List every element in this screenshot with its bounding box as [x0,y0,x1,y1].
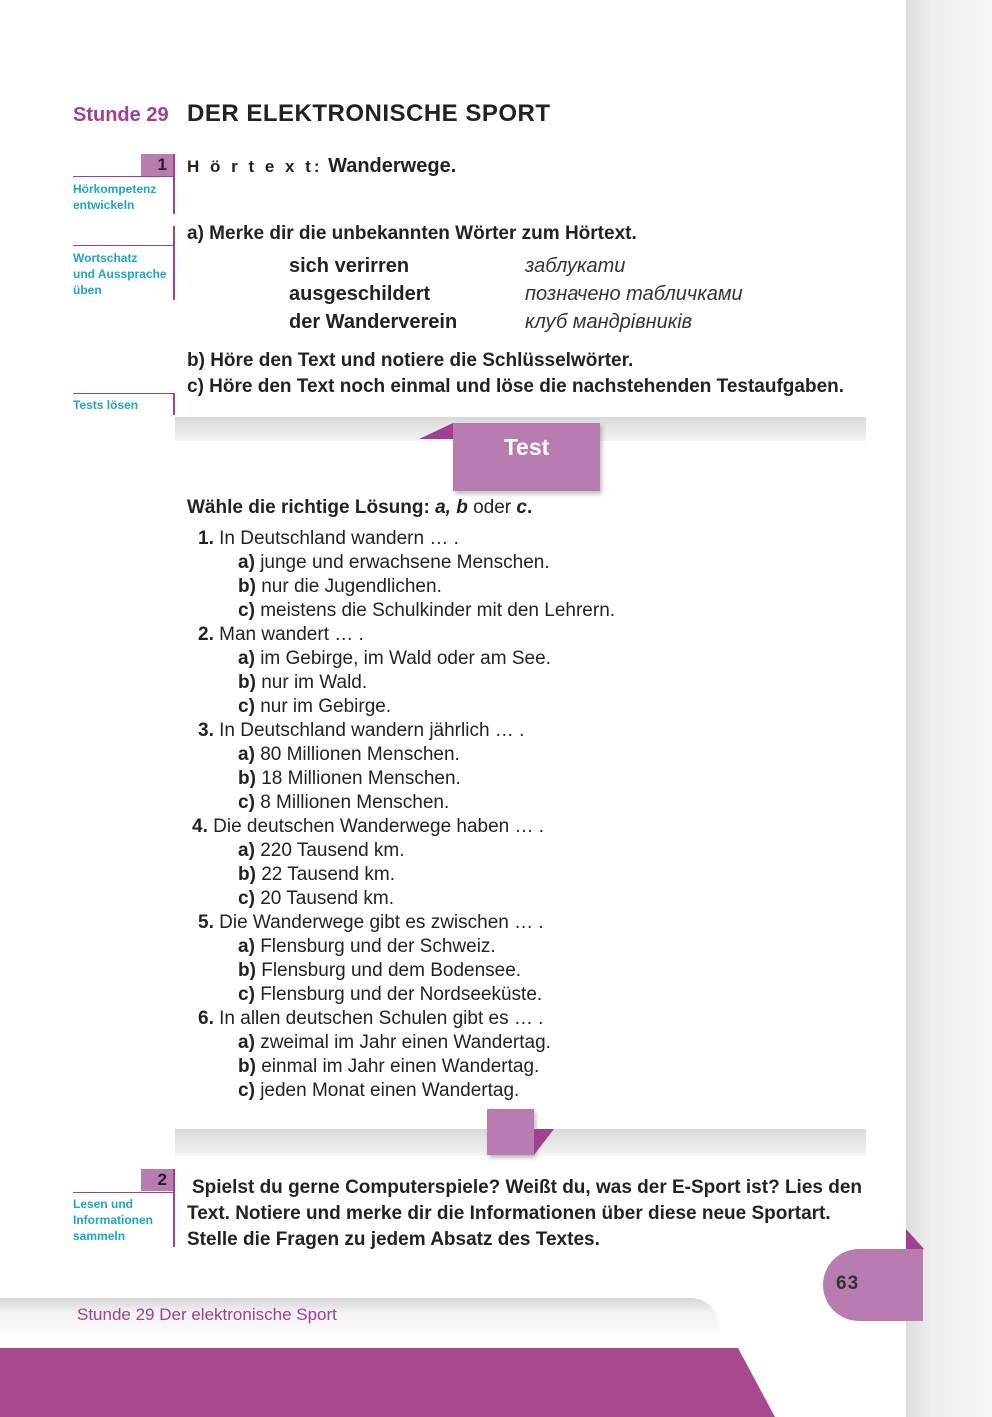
option-a: a) 80 Millionen Menschen. [238,744,460,765]
option-c: c) jeden Monat einen Wandertag. [238,1080,520,1101]
option-b: b) nur die Jugendlichen. [238,576,442,597]
option-c: c) nur im Gebirge. [238,696,392,717]
sidebar-vertical-line [173,1169,175,1247]
question-6: 6. In allen deutschen Schulen gibt es … . a) zweimal im Jahr einen Wandertag. b) einmal im Jahr einen Wandertag. c) jeden Monat einen Wandertag. [198,1008,551,1101]
option-a: a) junge und erwachsene Menschen. [238,552,550,573]
question-1: 1. In Deutschland wandern … . a) junge und erwachsene Menschen. b) nur die Jugendlichen. c) meistens die Schulkinder mit den Lehrern. [198,528,616,621]
sidebar-divider [73,393,174,394]
test-instruction: Wähle die richtige Lösung: a, b oder c. [187,497,533,518]
page-number-fold [906,1229,924,1249]
question-3: 3. In Deutschland wandern jährlich … . a) 80 Millionen Menschen. b) 18 Millionen Menschen. c) 8 Millionen Menschen. [198,720,525,813]
sidebar-divider [73,245,174,246]
option-b: b) nur im Wald. [238,672,368,693]
sidebar-vertical-line [173,226,175,300]
lesson-label: Stunde 29 [73,104,169,126]
sidebar-vertical-line [173,154,175,214]
competence-listening: Hörkompetenz entwickeln [73,182,157,212]
option-a: a) Flensburg und der Schweiz. [238,936,496,957]
task2-instruction: Spielst du gerne Computerspiele? Weißt du, was der E-Sport ist? Lies den Text. Notiere und merke dir die Informationen über diese neue Sportart. Stelle die Fragen zu jedem Absatz des Textes. [187,1177,863,1250]
competence-reading: Lesen und Informationen sammeln [73,1197,153,1243]
option-b: b) Flensburg und dem Bodensee. [238,960,522,981]
footer-running-title: Stunde 29 Der elektronische Sport [77,1305,337,1324]
task1-title: H ö r t e x t: Wanderwege. [187,155,457,177]
page-number: 63 [836,1273,860,1294]
vocab-translation: позначено табличками [525,283,743,305]
option-c: c) 20 Tausend km. [238,888,394,909]
option-b: b) 18 Millionen Menschen. [238,768,461,789]
option-b: b) 22 Tausend km. [238,864,396,885]
lesson-title: DER ELEKTRONISCHE SPORT [187,100,551,127]
test-end-fold [534,1129,554,1155]
test-tab: Test [453,423,600,491]
vocab-word: sich verirren [289,255,410,277]
task1-part-b: b) Höre den Text und notiere die Schlüsselwörter. [187,350,634,371]
option-b: b) einmal im Jahr einen Wandertag. [238,1056,540,1077]
test-tab-fold [419,423,453,439]
task-number-1: 1 [141,154,173,176]
vocab-word: ausgeschildert [289,283,431,305]
option-a: a) zweimal im Jahr einen Wandertag. [238,1032,551,1053]
competence-vocabulary: Wortschatz und Aussprache üben [73,251,167,297]
competence-tests: Tests lösen [73,398,139,412]
task1-part-c: c) Höre den Text noch einmal und löse die nachstehenden Testaufgaben. [187,376,845,397]
sidebar-vertical-line [173,393,175,415]
option-c: c) 8 Millionen Menschen. [238,792,450,813]
vocab-word: der Wanderverein [289,311,458,333]
sidebar-divider [73,1192,174,1193]
question-4: 4. Die deutschen Wanderwege haben … . a) 220 Tausend km. b) 22 Tausend km. c) 20 Tausend km. [192,816,545,909]
task-number-2: 2 [141,1169,173,1191]
option-a: a) 220 Tausend km. [238,840,405,861]
option-c: c) meistens die Schulkinder mit den Lehrern. [238,600,616,621]
footer-decoration [0,1348,775,1417]
page-edge-strip [906,0,992,1417]
option-a: a) im Gebirge, im Wald oder am See. [238,648,551,669]
vocab-translation: клуб мандрівників [525,311,693,333]
vocab-translation: заблукати [525,255,626,277]
task1-part-a: a) Merke dir die unbekannten Wörter zum Hörtext. [187,223,637,244]
question-5: 5. Die Wanderwege gibt es zwischen … . a) Flensburg und der Schweiz. b) Flensburg und dem Bodensee. c) Flensburg und der Nordseeküste. [198,912,544,1005]
option-c: c) Flensburg und der Nordseeküste. [238,984,543,1005]
test-end-tab [487,1109,534,1155]
sidebar-divider [73,176,174,177]
question-2: 2. Man wandert … . a) im Gebirge, im Wald oder am See. b) nur im Wald. c) nur im Gebirge. [198,624,551,717]
